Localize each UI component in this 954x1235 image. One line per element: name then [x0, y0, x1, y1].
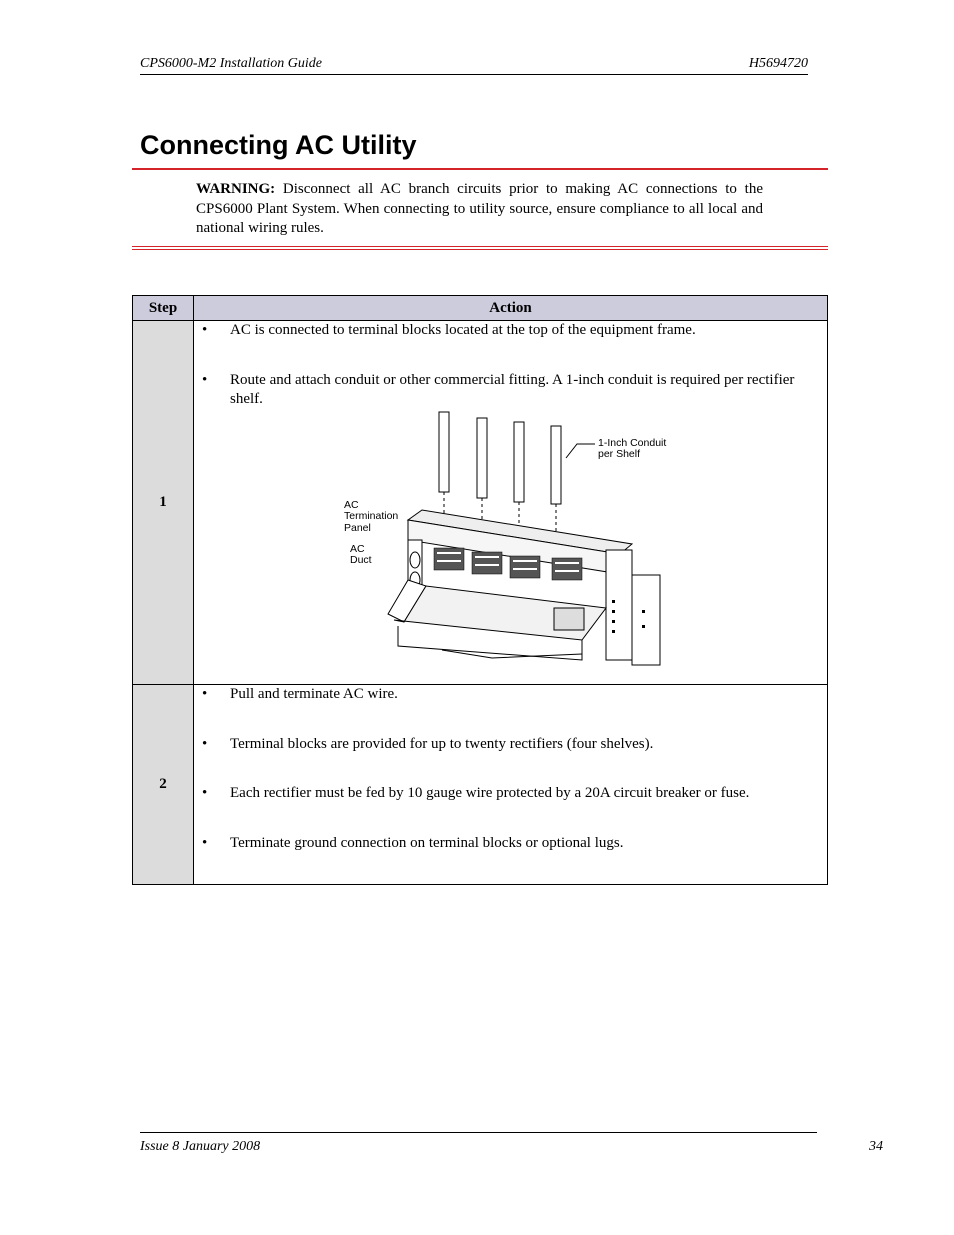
step-number: 2	[133, 685, 194, 885]
table-header-row	[133, 296, 828, 321]
list-item	[194, 735, 827, 755]
table-row	[133, 321, 828, 685]
conduit-pipe	[477, 418, 487, 498]
list-item	[194, 685, 827, 705]
table-row	[133, 685, 828, 885]
conduit-label: 1-Inch Conduit per Shelf	[598, 436, 667, 460]
page-number: 34	[869, 1139, 883, 1154]
bullet-list	[194, 321, 827, 410]
list-item	[194, 784, 827, 804]
bullet-icon: •	[202, 686, 208, 702]
termination-panel-label: AC Termination Panel	[344, 498, 399, 534]
running-header	[140, 56, 808, 75]
warning-label: WARNING:	[196, 181, 276, 197]
action-column-header: Action	[194, 296, 828, 321]
bullet-text: AC is connected to terminal blocks located at the top of the equipment frame.	[230, 322, 696, 338]
bullet-list	[194, 685, 827, 853]
header-guide-title: CPS6000-M2 Installation Guide	[140, 56, 322, 71]
bullet-icon: •	[202, 371, 208, 388]
ac-connection-figure	[342, 410, 682, 666]
bullet-text: Pull and terminate AC wire.	[230, 686, 398, 702]
conduit-pipe	[439, 412, 449, 492]
bullet-icon: •	[202, 834, 208, 851]
steps-table	[132, 295, 828, 885]
warning-rule-bottom	[132, 249, 828, 250]
bullet-icon: •	[202, 322, 208, 338]
bullet-text: Each rectifier must be fed by 10 gauge wire protected by a 20A circuit breaker or fuse.	[230, 785, 750, 801]
footer-rule	[140, 1132, 817, 1133]
list-item	[194, 321, 827, 341]
conduit-pipe	[514, 422, 524, 502]
step-action	[194, 321, 828, 685]
step-action	[194, 685, 828, 885]
title-rule	[132, 168, 828, 170]
step-number: 1	[133, 321, 194, 685]
list-item	[194, 371, 827, 410]
warning-note	[196, 180, 763, 239]
bullet-text: Terminal blocks are provided for up to twenty rectifiers (four shelves).	[230, 735, 654, 752]
step-column-header: Step	[133, 296, 194, 321]
bullet-text: Terminate ground connection on terminal blocks or optional lugs.	[230, 834, 624, 851]
bullet-icon: •	[202, 735, 208, 752]
bullet-text: Route and attach conduit or other commercial fitting. A 1-inch conduit is required per rectifier shelf.	[230, 371, 795, 407]
footer-issue: Issue 8 January 2008	[140, 1139, 261, 1154]
bullet-icon: •	[202, 785, 208, 801]
list-item	[194, 834, 827, 854]
warning-text: Disconnect all AC branch circuits prior to making AC connections to the CPS6000 Plant System. When connecting to utility source, ensure compliance to all local and national wiring rules.	[196, 181, 763, 236]
warning-rule-top	[132, 246, 828, 247]
ac-duct-label: AC Duct	[350, 542, 372, 566]
conduit-pipe	[551, 426, 561, 504]
page-title: Connecting AC Utility	[140, 130, 417, 160]
header-doc-number: H5694720	[748, 56, 808, 71]
